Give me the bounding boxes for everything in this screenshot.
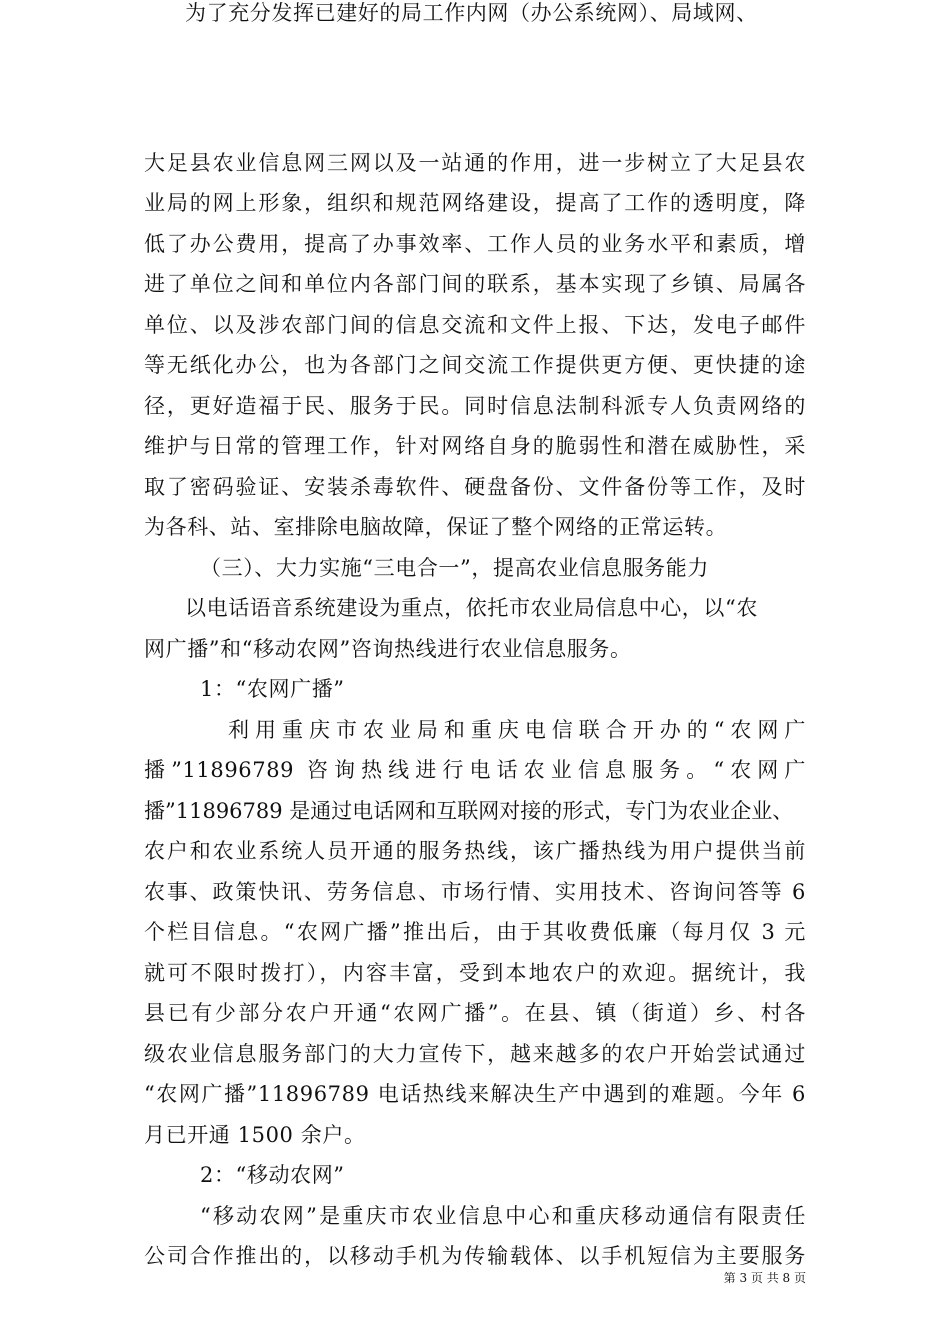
paragraph-line: 大足县农业信息网三网以及一站通的作用，进一步树立了大足县农 <box>144 151 806 175</box>
paragraph-line: 播”11896789 是通过电话网和互联网对接的形式，专门为农业企业、 <box>144 799 794 823</box>
paragraph-line: 利用重庆市农业局和重庆电信联合开办的“农网广 <box>228 718 806 742</box>
paragraph-line: “移动农网”是重庆市农业信息中心和重庆移动通信有限责任 <box>200 1204 806 1228</box>
paragraph-line: 为了充分发挥已建好的局工作内网（办公系统网）、局域网、 <box>185 1 758 25</box>
paragraph-line: 径，更好造福于民、服务于民。同时信息法制科派专人负责网络的 <box>144 394 806 418</box>
paragraph-line: 级农业信息服务部门的大力宣传下，越来越多的农户开始尝试通过 <box>144 1042 806 1066</box>
paragraph-line: 播”11896789 咨询热线进行电话农业信息服务。“农网广 <box>144 758 806 782</box>
paragraph-line: 为各科、站、室排除电脑故障，保证了整个网络的正常运转。 <box>144 515 728 539</box>
paragraph-line: 进了单位之间和单位内各部门间的联系，基本实现了乡镇、局属各 <box>144 272 806 296</box>
paragraph-line: 低了办公费用，提高了办事效率、工作人员的业务水平和素质，增 <box>144 232 806 256</box>
paragraph-line: 个栏目信息。“农网广播”推出后，由于其收费低廉（每月仅 3 元 <box>144 920 806 944</box>
paragraph-line: 维护与日常的管理工作，针对网络自身的脆弱性和潜在威胁性，采 <box>144 434 806 458</box>
paragraph-line: 单位、以及涉农部门间的信息交流和文件上报、下达，发电子邮件 <box>144 313 806 337</box>
paragraph-line: 取了密码验证、安装杀毒软件、硬盘备份、文件备份等工作，及时 <box>144 475 806 499</box>
paragraph-line: 就可不限时拨打），内容丰富，受到本地农户的欢迎。据统计，我 <box>144 961 806 985</box>
paragraph-line: “农网广播”11896789 电话热线来解决生产中遇到的难题。今年 6 <box>144 1082 806 1106</box>
subsection-heading: 1：“农网广播” <box>200 677 345 701</box>
paragraph-line: 公司合作推出的，以移动手机为传输载体、以手机短信为主要服务 <box>144 1244 806 1268</box>
paragraph-line: 农事、政策快讯、劳务信息、市场行情、实用技术、咨询问答等 6 <box>144 880 806 904</box>
paragraph-line: 网广播”和“移动农网”咨询热线进行农业信息服务。 <box>144 637 632 661</box>
paragraph-line: 县已有少部分农户开通“农网广播”。在县、镇（街道）乡、村各 <box>144 1001 806 1025</box>
paragraph-line: 月已开通 1500 余户。 <box>144 1123 366 1147</box>
subsection-heading: 2：“移动农网” <box>200 1163 345 1187</box>
paragraph-line: 农户和农业系统人员开通的服务热线，该广播热线为用户提供当前 <box>144 839 806 863</box>
paragraph-line: 以电话语音系统建设为重点，依托市农业局信息中心，以“农 <box>185 596 758 620</box>
page-number: 第 3 页 共 8 页 <box>723 1271 806 1285</box>
paragraph-line: 业局的网上形象，组织和规范网络建设，提高了工作的透明度，降 <box>144 191 806 215</box>
section-heading: （三）、大力实施“三电合一”，提高农业信息服务能力 <box>200 556 709 580</box>
paragraph-line: 等无纸化办公，也为各部门之间交流工作提供更方便、更快捷的途 <box>144 353 806 377</box>
